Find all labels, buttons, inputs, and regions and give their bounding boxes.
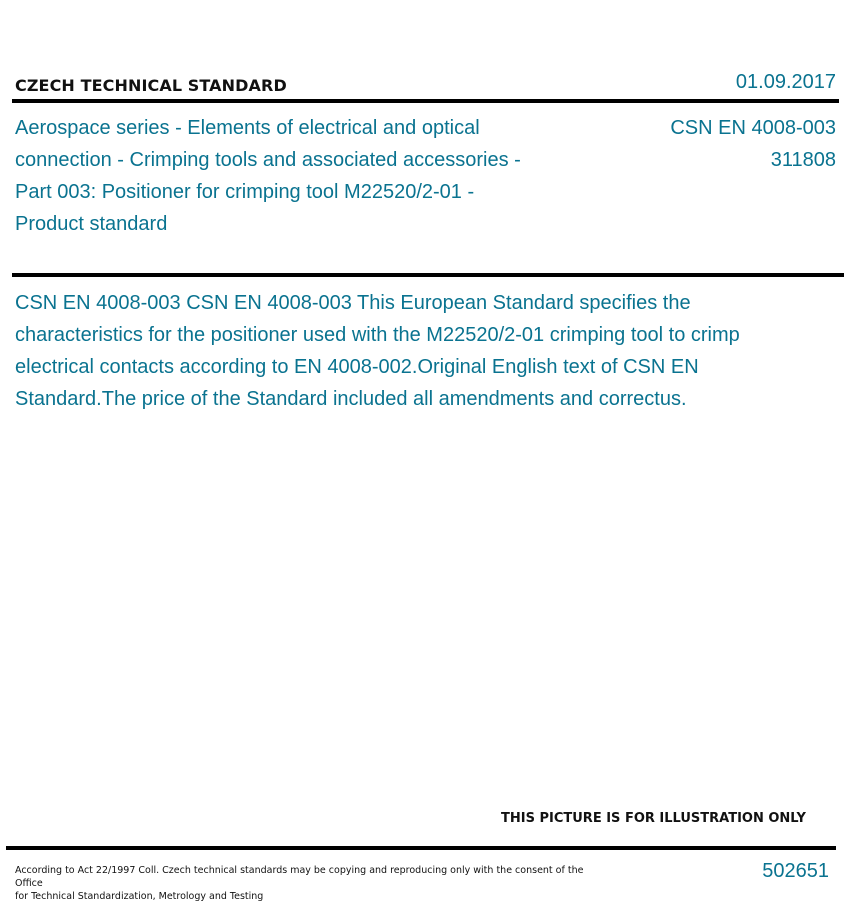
standard-code: CSN EN 4008-003 — [670, 117, 836, 139]
legal-notice-line-1: According to Act 22/1997 Coll. Czech technical standards may be copying and reproducing only with the consent of the Office — [15, 865, 584, 889]
header-divider — [12, 99, 839, 103]
catalog-number: 502651 — [762, 860, 829, 882]
illustration-note: THIS PICTURE IS FOR ILLUSTRATION ONLY — [501, 811, 806, 826]
class-number: 311808 — [770, 149, 836, 171]
standard-description: CSN EN 4008-003 CSN EN 4008-003 This European Standard specifies the characteristics for the positioner used with the M22520/2-01 crimping tool to crimp electrical contacts according to EN 4008-002.Original English text of CSN EN Standard.The price of the Standard included all amendments and correctus. — [15, 292, 740, 410]
footer-divider — [6, 846, 836, 850]
publication-date: 01.09.2017 — [735, 71, 836, 93]
standard-title: Aerospace series - Elements of electrical and optical connection - Crimping tools and associated accessories - Part 003: Positioner for crimping tool M22520/2-01 - Product standard — [15, 117, 521, 235]
standard-codes — [670, 112, 836, 176]
title-divider — [12, 273, 844, 277]
legal-notice-line-2: for Technical Standardization, Metrology and Testing — [15, 891, 264, 902]
document-type-label: CZECH TECHNICAL STANDARD — [15, 76, 287, 95]
legal-notice — [15, 864, 595, 903]
